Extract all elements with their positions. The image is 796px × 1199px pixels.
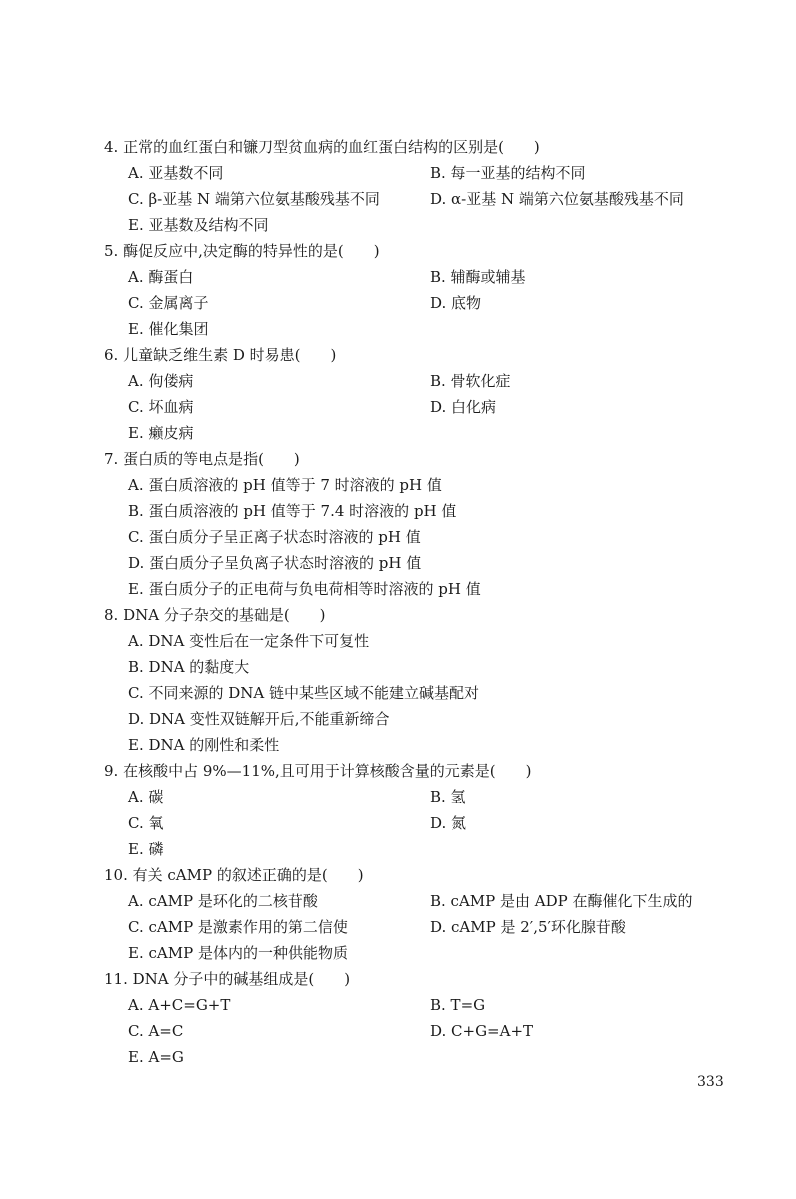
question-stem: 10. 有关 cAMP 的叙述正确的是( )	[104, 866, 364, 884]
question-stem: 11. DNA 分子中的碱基组成是( )	[104, 970, 351, 988]
option-c: C. 不同来源的 DNA 链中某些区域不能建立碱基配对	[128, 684, 480, 702]
question-list	[104, 134, 744, 1070]
option-list	[128, 784, 744, 862]
question-8	[104, 602, 744, 758]
question-5	[104, 238, 744, 342]
option-c: C. 坏血病	[128, 398, 194, 416]
option-e: E. DNA 的刚性和柔性	[128, 736, 280, 754]
option-a: A. 佝偻病	[128, 372, 194, 390]
option-d: D. α-亚基 N 端第六位氨基酸残基不同	[430, 190, 684, 208]
question-stem: 7. 蛋白质的等电点是指( )	[104, 450, 300, 468]
option-list	[128, 264, 744, 342]
question-stem: 8. DNA 分子杂交的基础是( )	[104, 606, 326, 624]
option-e: E. 癞皮病	[128, 424, 194, 442]
option-list	[128, 472, 744, 602]
option-b: B. 氢	[430, 788, 466, 806]
question-6	[104, 342, 744, 446]
question-stem: 6. 儿童缺乏维生素 D 时易患( )	[104, 346, 337, 364]
question-11	[104, 966, 744, 1070]
option-d: D. 蛋白质分子呈负离子状态时溶液的 pH 值	[128, 554, 422, 572]
option-list	[128, 628, 744, 758]
option-list	[128, 368, 744, 446]
question-9	[104, 758, 744, 862]
question-stem: 9. 在核酸中占 9%—11%,且可用于计算核酸含量的元素是( )	[104, 762, 532, 780]
option-b: B. 每一亚基的结构不同	[430, 164, 586, 182]
option-a: A. cAMP 是环化的二核苷酸	[128, 892, 318, 910]
question-stem: 4. 正常的血红蛋白和镰刀型贫血病的血红蛋白结构的区别是( )	[104, 138, 540, 156]
option-d: D. 氮	[430, 814, 467, 832]
option-a: A. 酶蛋白	[128, 268, 194, 286]
option-a: A. 碳	[128, 788, 164, 806]
option-e: E. 磷	[128, 840, 164, 858]
option-d: D. cAMP 是 2′,5′环化腺苷酸	[430, 918, 626, 936]
option-a: A. A+C=G+T	[128, 996, 231, 1014]
option-e: E. cAMP 是体内的一种供能物质	[128, 944, 348, 962]
option-d: D. 白化病	[430, 398, 497, 416]
question-7	[104, 446, 744, 602]
option-e: E. 催化集团	[128, 320, 209, 338]
question-stem: 5. 酶促反应中,决定酶的特异性的是( )	[104, 242, 380, 260]
option-c: C. cAMP 是激素作用的第二信使	[128, 918, 348, 936]
option-a: A. 蛋白质溶液的 pH 值等于 7 时溶液的 pH 值	[128, 476, 442, 494]
question-10	[104, 862, 744, 966]
option-c: C. β-亚基 N 端第六位氨基酸残基不同	[128, 190, 380, 208]
option-c: C. A=C	[128, 1022, 184, 1040]
option-e: E. 蛋白质分子的正电荷与负电荷相等时溶液的 pH 值	[128, 580, 481, 598]
option-a: A. DNA 变性后在一定条件下可复性	[128, 632, 370, 650]
question-4	[104, 134, 744, 238]
option-e: E. A=G	[128, 1048, 184, 1066]
option-list	[128, 888, 744, 966]
option-a: A. 亚基数不同	[128, 164, 224, 182]
option-b: B. T=G	[430, 996, 486, 1014]
option-b: B. 辅酶或辅基	[430, 268, 526, 286]
option-d: D. DNA 变性双链解开后,不能重新缔合	[128, 710, 390, 728]
option-list	[128, 160, 744, 238]
option-list	[128, 992, 744, 1070]
option-c: C. 金属离子	[128, 294, 209, 312]
option-c: C. 蛋白质分子呈正离子状态时溶液的 pH 值	[128, 528, 421, 546]
option-b: B. cAMP 是由 ADP 在酶催化下生成的	[430, 892, 693, 910]
option-d: D. C+G=A+T	[430, 1022, 534, 1040]
option-b: B. DNA 的黏度大	[128, 658, 250, 676]
option-b: B. 蛋白质溶液的 pH 值等于 7.4 时溶液的 pH 值	[128, 502, 457, 520]
option-b: B. 骨软化症	[430, 372, 511, 390]
option-e: E. 亚基数及结构不同	[128, 216, 269, 234]
option-c: C. 氧	[128, 814, 164, 832]
page-number: 333	[697, 1074, 724, 1090]
option-d: D. 底物	[430, 294, 482, 312]
